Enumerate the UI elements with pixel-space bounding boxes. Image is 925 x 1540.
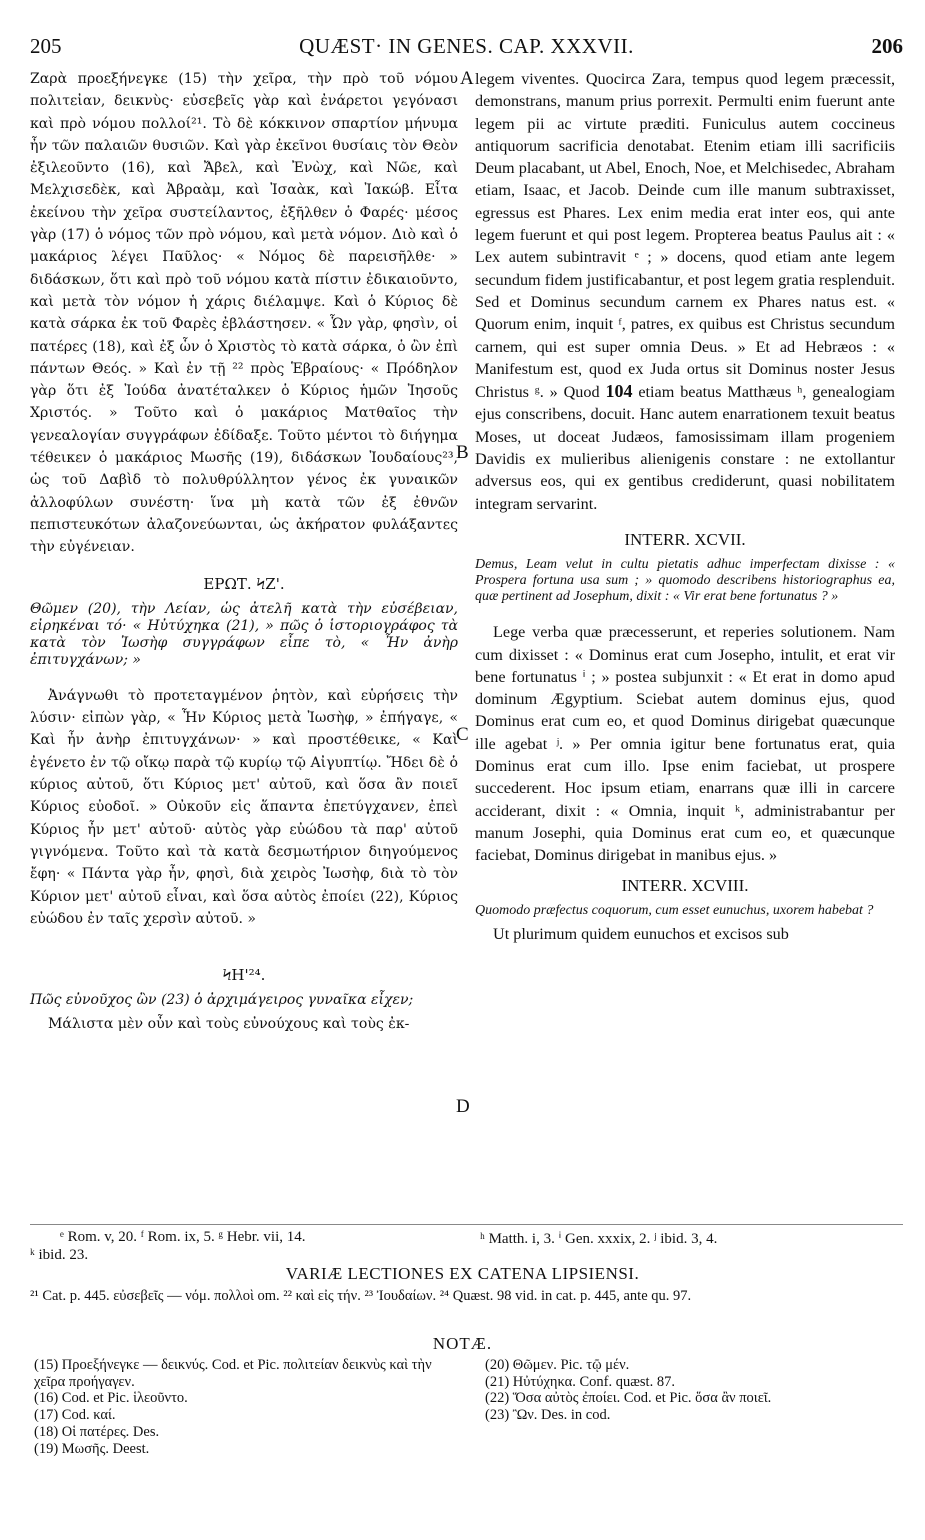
notae-title: NOTÆ. [432,1334,493,1353]
margin-letter-d: D [456,1096,470,1117]
latin-paragraph-1b: etiam beatus Matthæus ʰ, genealogiam ejus conscribens, docuit. Hanc autem enarrationem texuit beatus Moses, ut doceat Judæos, famosissimam illam progeniem Davidis ex mulieribus alienigenis constare : ne extollantur adversus eos, qui ex gentibus crediderunt, quasi nobilitatem integram servarint. [475,383,895,513]
running-title: QUÆST· IN GENES. CAP. XXXVII. [299,34,634,58]
nota-17: (17) Cod. καί. [34,1407,116,1424]
latin-paragraph-1a: legem viventes. Quocirca Zara, tempus quod legem præcessit, demonstrans, manum prius porrexit. Permulti enim fuerunt ante legem pii ac virtute præditi. Funiculus autem coccineus antiquorum sacrificia denotabat. Etenim etiam illi sacrificiis Deum placabant, ut Abel, Enoch, Noe, et Melchisedec, Abraham etiam, Isaac, et Jacob. Deinde cum ille manum subtraxisset, egressus est Phares. Lex enim media erat inter eos, qui ante legem fuerunt et qui post legem. Propterea beatus Paulus ait : « Lex autem subintravit ᵉ ; » docens, quod etiam ante legem secundum fidem justificabantur, et post legem gratia resplenduit. Sed et Dominus secundum carnem ex Phares natus est. « Quorum enim, inquit ᶠ, patres, ex quibus est Christus secundum carnem, qui est super omnia Deus. » Et ad Hebræos : « Manifestum est, quod ex Juda ortus sit Dominus noster Jesus Christus ᵍ. » Quod [475,70,895,402]
variae-lectiones-title: VARIÆ LECTIONES EX CATENA LIPSIENSI. [285,1264,640,1283]
notae-right [485,1357,885,1424]
nota-19: (19) Μωσῆς. Deest. [34,1440,150,1457]
latin-column [475,68,895,945]
latin-question-98: Quomodo præfectus coquorum, cum esset eunuchus, uxorem habebat ? [475,902,874,918]
nota-15: (15) Προεξήνεγκε — δεικνύς. Cod. et Pic. πολιτείαν δεικνὺς καὶ τὴν χεῖρα προήγαγεν. [34,1357,432,1390]
footnotes-left-2: ᵏ ibid. 23. [30,1247,89,1263]
page-header [30,34,903,58]
greek-question-98: Πῶς εὐνοῦχος ὢν (23) ὁ ἀρχιμάγειρος γυναῖκα εἶχεν; [30,992,414,1009]
latin-question-97: Demus, Leam velut in cultu pietatis adhuc imperfectam dixisse : « Prospera fortuna usa sum ; » quomodo describens historiographus ea, quæ pertinent ad Josephum, dixit : « Vir erat bene fortunatus ? » [475,557,895,605]
greek-paragraph-2: Ἀνάγνωθι τὸ προτεταγμένον ῥητὸν, καὶ εὑρήσεις τὴν λύσιν· εἰπὼν γὰρ, « Ἦν Κύριος μετὰ Ἰωσὴφ, » ἐπήγαγε, « Καὶ ἦν ἀνὴρ ἐπιτυγχάνων· » καὶ προστέθεικε, « Καὶ ἐγένετο ἐν τῷ οἴκῳ παρὰ τῷ κυρίῳ τῷ Αἰγυπτίῳ. Ἤδει δὲ ὁ κύριος αὐτοῦ, ὅτι Κύριος μετ' αὐτοῦ, καὶ ὅσα ἂν ποιεῖ Κύριος εὐοδοῖ. » Οὐκοῦν εἰς ἅπαντα ἐπετύγχανεν, ἐπεὶ Κύριος ἦν μετ' αὐτοῦ· αὐτὸς γὰρ εὐώδου τὰ παρ' αὐτοῦ γιγνόμενα. Τοῦτο καὶ τὰ κατὰ δεσμωτήριον διηγούμενος ἔφη· « Πάντα γὰρ ἦν, φησὶ, διὰ χειρὸς Ἰωσὴφ, διὰ τὸ τὸν Κύριον μετ' αὐτοῦ εἶναι, καὶ ὅσα αὐτὸς ἐποίει (22), Κύριος εὐώδου ἐν ταῖς χερσὶν αὐτοῦ. » [30,687,458,927]
margin-letter-c: C [456,724,469,745]
latin-paragraph-3: Ut plurimum quidem eunuchos et excisos sub [493,924,789,943]
greek-question-97: Θῶμεν (20), τὴν Λείαν, ὡς ἀτελῆ κατὰ τὴν εὐσέβειαν, εἰρηκέναι τό· « Ηὐτύχηκα (21), » πῶς ὁ ἱστοριογράφος τὰ κατὰ τὸν Ἰωσὴφ συγγράφων εἶπε τὸ, « Ἦν ἀνὴρ ἐπιτυγχάνων; » [30,600,458,668]
column-number: 104 [605,381,633,402]
footnotes-left: ᵉ Rom. v, 20. ᶠ Rom. ix, 5. ᵍ Hebr. vii, 14. [60,1229,306,1245]
notae-left [34,1357,454,1457]
margin-letter-b: B [456,442,469,463]
nota-20: (20) Θῶμεν. Pic. τῷ μέν. [485,1357,630,1373]
latin-question-title-98: INTERR. XCVIII. [621,875,749,895]
footnotes [30,1224,903,1263]
greek-question-title-97: ΕΡΩΤ. ϞΖ'. [203,574,285,593]
nota-16: (16) Cod. et Pic. ἱλεοῦντο. [34,1390,188,1407]
nota-21: (21) Ηὐτύχηκα. Conf. quæst. 87. [485,1373,675,1390]
latin-question-title-97: INTERR. XCVII. [624,529,746,549]
greek-question-title-98: ϞΗ'²⁴. [222,966,266,985]
latin-paragraph-1 [475,68,895,515]
nota-18: (18) Οἱ πατέρες. Des. [34,1423,160,1440]
nota-23: (23) Ὢν. Des. in cod. [485,1407,611,1424]
page-number-left: 205 [30,34,62,58]
greek-paragraph-1: Ζαρὰ προεξήνεγκε (15) τὴν χεῖρα, τὴν πρὸ τοῦ νόμου πολιτεἰαν, δεικνὺς· εὐσεβεῖς γὰρ καὶ ἐνάρετοι γεγόνασι καὶ πρὸ νόμου πολλοί²¹. Τὸ δὲ κόκκινον σπαρτίον μήνυμα ἦν τῶν παλαιῶν θυσιῶν. Καὶ γὰρ ἐκεῖνοι θυσίαις τὸν Θεὸν ἐξιλεοῦντο (16), καὶ Ἄβελ, καὶ Ἐνὼχ, καὶ Νῶε, καὶ Μελχισεδὲκ, καὶ Ἀβραὰμ, καὶ Ἰσαὰκ, καὶ Ἰακώβ. Εἶτα ἐκείνου τὴν χεῖρα συστείλαντος, ἐξῆλθεν ὁ Φαρές· μέσος γὰρ (17) ὁ νόμος τῶν πρὸ νόμου, καὶ μετὰ νόμον. Διὸ καὶ ὁ μακάριος λέγει Παῦλος· « Νόμος δὲ παρεισῆλθε· » διδάσκων, ὅτι καὶ πρὸ τοῦ νόμου κατὰ πίστιν ἐδικαιοῦντο, καὶ μετὰ τὸν νόμον ἡ χάρις διέλαμψε. Καὶ ὁ Κύριος δὲ κατὰ σάρκα ἐκ τοῦ Φαρὲς ἐβλάστησεν. « Ὧν γὰρ, φησὶν, οἱ πατέρες (18), καὶ ἐξ ὧν ὁ Χριστὸς τὸ κατὰ σάρκα, ὁ ὢν ἐπὶ πάντων Θεός. » Καὶ ἐν τῇ ²² πρὸς Ἑβραίους· « Πρόδηλον γὰρ ὅτι ἐξ Ἰούδα ἀνατέταλκεν ὁ Κύριος ἡμῶν Ἰησοῦς Χριστός. » Τοῦτο καὶ ὁ μακάριος Ματθαῖος τὴν γενεαλογίαν συγγράφων ἐδίδαξε. Τοῦτο μέντοι τὸ διήγημα τέθεικεν ὁ μακάριος Μωσῆς (19), διδάσκων Ἰουδαίους²³, ὡς τοῦ Δαβὶδ τὸ πολυθρύλλητον γένος ἐκ γυναικῶν ἀλλοφύλων συνέστη· ἵνα μὴ κατὰ τῶν ἐξ ἐθνῶν πεπιστευκότων ἀλαζονεύωνται, ὡς ἀκήρατον φυλάξαντες τὴν εὐγένειαν. [30,71,458,556]
greek-column [30,68,458,1036]
page-number-right: 206 [871,34,903,58]
latin-paragraph-2: Lege verba quæ præcesserunt, et reperies solutionem. Nam cum dixisset : « Dominus erat cum Josepho, intulit, et erat vir bene fortunatus ⁱ ; » postea subjunxit : « Et erat in domo apud dominum Ægyptium. Sciebat autem dominus ejus, quod Dominus erat cum eo, et quod Dominus dirigebat quæcunque ille agebat ʲ. » Per omnia igitur bene fortunatus erat, quia Dominus erat cum illo. Ipse enim faciebat, ut prospere succederent. Hoc ipsum etiam, enarrans quæ illi in carcere acciderant, dixit : « Omnia, inquit ᵏ, administrabantur per manum Josephi, quia Dominus erat cum eo, et quæcunque faciebat, Dominus dirigebat in manibus ejus. » [475,623,895,865]
footnotes-right: ʰ Matth. i, 3. ⁱ Gen. xxxix, 2. ʲ ibid. 3, 4. [480,1231,718,1247]
greek-paragraph-3: Μάλιστα μὲν οὖν καὶ τοὺς εὐνούχους καὶ τοὺς ἐκ- [48,1016,410,1033]
variae-lectiones-text: ²¹ Cat. p. 445. εὐσεβεῖς — νόμ. πολλοὶ om. ²² καὶ εἰς τήν. ²³ Ἰουδαίων. ²⁴ Quæst. 98 vid. in cat. p. 445, ante qu. 97. [30,1288,692,1304]
margin-letter-a: A [460,68,474,89]
nota-22: (22) Ὅσα αὐτὸς ἐποίει. Cod. et Pic. ὅσα ἂν ποιεῖ. [485,1390,772,1407]
